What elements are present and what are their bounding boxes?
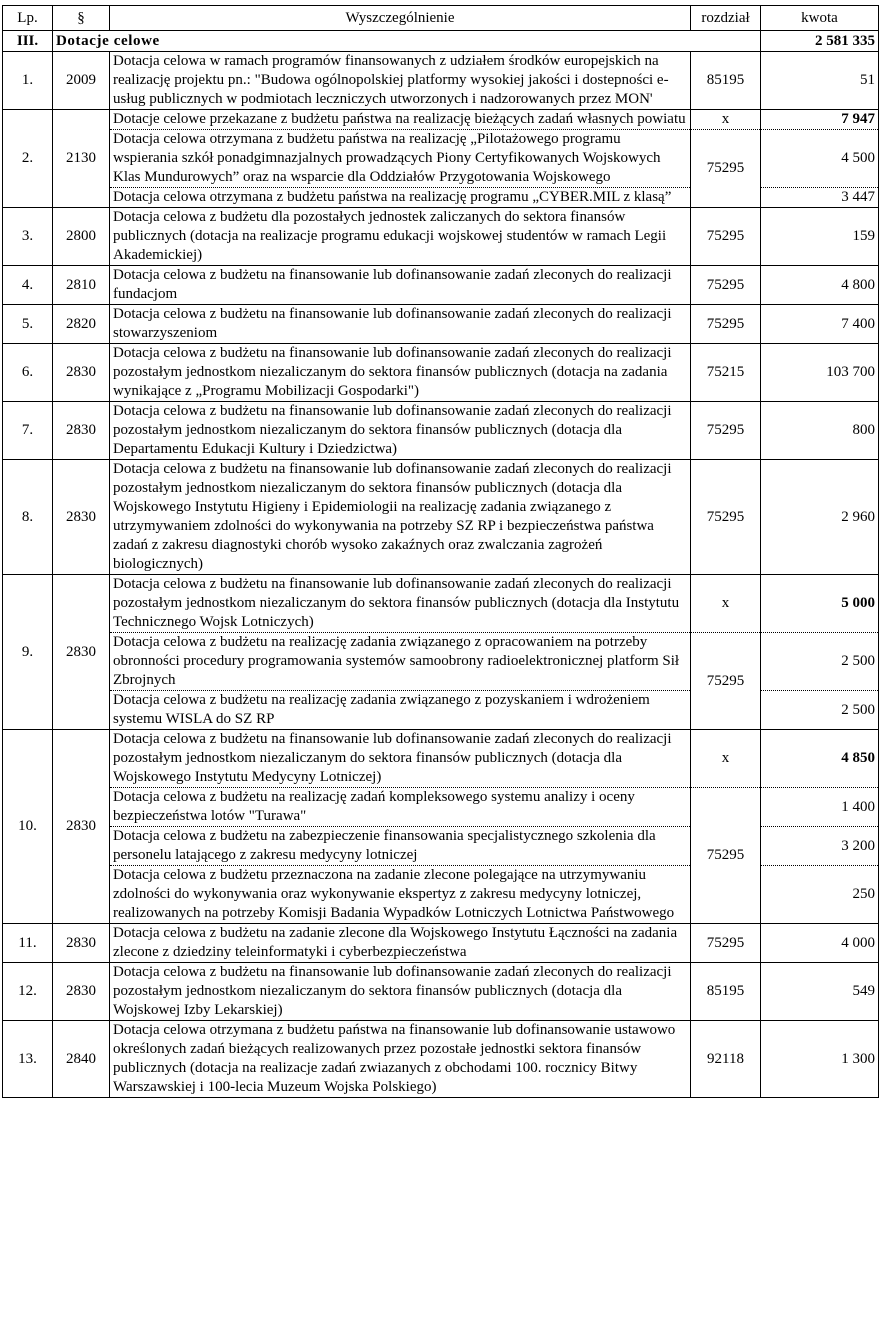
row-description: Dotacja celowa otrzymana z budżetu państwa na finansowanie lub dofinansowanie ustawowo określonych zadań bieżących realizowanych przez pozostałe jednostki sektora finansów publicznych (dotacja na realizacje zadań zwiazanych z obchodami 100. rocznicy Bitwy Warszawskiej i 100-lecia Muzeum Wojska Polskiego) [110,1021,691,1098]
section-title: Dotacje celowe [53,31,761,52]
row-paragraph: 2800 [53,208,110,266]
row-lp: 1. [3,52,53,110]
row-paragraph: 2009 [53,52,110,110]
row-lp: 5. [3,305,53,344]
table-row [3,460,879,575]
row-rozdzial: 75295 [691,208,761,266]
row-rozdzial: 75295 [691,266,761,305]
header-row [3,6,879,31]
row-description: Dotacja celowa z budżetu na zabezpieczenie finansowania specjalistycznego szkolenia dla personelu latającego z zakresu medycyny lotniczej [110,827,691,866]
row-paragraph: 2830 [53,460,110,575]
table-row [3,266,879,305]
row-description: Dotacja celowa z budżetu na finansowanie lub dofinansowanie zadań zleconych do realizacji pozostałym jednostkom niezaliczanym do sektora finansów publicznych (dotacja dla Wojskowego Instytutu Medycyny Lotniczej) [110,730,691,788]
row-description: Dotacja celowa z budżetu dla pozostałych jednostek zaliczanych do sektora finansów publicznych (dotacja na realizacje programu edukacji wojskowej studentów w ramach Legii Akademickiej) [110,208,691,266]
row-lp: 6. [3,344,53,402]
row-description: Dotacja celowa z budżetu na realizację zadania związanego z pozyskaniem i wdrożeniem systemu WISLA do SZ RP [110,691,691,730]
row-kwota: 159 [761,208,879,266]
row-kwota: 4 500 [761,130,879,188]
row-kwota: 3 200 [761,827,879,866]
table-row [3,110,879,130]
row-lp: 2. [3,110,53,208]
row-paragraph: 2820 [53,305,110,344]
row-kwota: 2 500 [761,691,879,730]
table-row [3,402,879,460]
row-description: Dotacja celowa otrzymana z budżetu państwa na realizację „Pilotażowego programu wspierania szkół ponadgimnazjalnych prowadzących Piony Certyfikowanych Wojskowych Klas Mundurowych” oraz na wsparcie dla Oddziałów Przygotowania Wojskowego [110,130,691,188]
row-paragraph: 2830 [53,575,110,730]
row-lp: 4. [3,266,53,305]
table-row [3,924,879,963]
row-paragraph: 2130 [53,110,110,208]
row-description: Dotacja celowa z budżetu na finansowanie lub dofinansowanie zadań zleconych do realizacji pozostałym jednostkom niezaliczanym do sektora finansów publicznych (dotacja dla Departamentu Edukacji Kultury i Dziedzictwa) [110,402,691,460]
row-description: Dotacja celowa z budżetu na finansowanie lub dofinansowanie zadań zleconych do realizacji pozostałym jednostkom niezaliczanym do sektora finansów publicznych (dotacja dla Wojskowego Instytutu Higieny i Epidemiologii na realizację zadania związanego z utrzymywaniem zdolności do wykonywania na potrzeby SZ RP i bezpieczeństwa państwa zadań z zakresu diagnostyki chorób wysoko zakaźnych oraz zwalczania zagrożeń biologicznych) [110,460,691,575]
row-kwota: 1 300 [761,1021,879,1098]
row-rozdzial: 85195 [691,963,761,1021]
row-kwota: 549 [761,963,879,1021]
row-description: Dotacja celowa z budżetu na finansowanie lub dofinansowanie zadań zleconych do realizacji stowarzyszeniom [110,305,691,344]
row-rozdzial: 75295 [691,924,761,963]
row-kwota: 250 [761,866,879,924]
row-description: Dotacja celowa z budżetu na realizację zadań kompleksowego systemu analizy i oceny bezpieczeństwa lotów "Turawa" [110,788,691,827]
section-row [3,31,879,52]
header-rozdzial: rozdział [691,6,761,31]
row-lp: 10. [3,730,53,924]
row-rozdzial: 75215 [691,344,761,402]
table-row [3,575,879,633]
row-description: Dotacja celowa z budżetu na finansowanie lub dofinansowanie zadań zleconych do realizacji pozostałym jednostkom niezaliczanym do sektora finansów publicznych (dotacja na zadania wynikające z „Programu Mobilizacji Gospodarki") [110,344,691,402]
row-kwota: 103 700 [761,344,879,402]
row-kwota: 4 800 [761,266,879,305]
row-kwota: 800 [761,402,879,460]
table-row [3,963,879,1021]
row-rozdzial: x [691,730,761,788]
table-row [3,52,879,110]
table-row [3,130,879,188]
table-row [3,788,879,827]
row-description: Dotacja celowa z budżetu na finansowanie lub dofinansowanie zadań zleconych do realizacji pozostałym jednostkom niezaliczanym do sektora finansów publicznych (dotacja dla Wojskowej Izby Lekarskiej) [110,963,691,1021]
header-kwota: kwota [761,6,879,31]
row-lp: 13. [3,1021,53,1098]
row-paragraph: 2830 [53,963,110,1021]
row-lp: 12. [3,963,53,1021]
table-row [3,1021,879,1098]
table-row [3,208,879,266]
row-rozdzial: 75295 [691,130,761,208]
row-paragraph: 2830 [53,924,110,963]
header-description: Wyszczególnienie [110,6,691,31]
table-row [3,633,879,691]
dotacje-table [2,5,879,1098]
row-kwota: 2 960 [761,460,879,575]
table-row [3,305,879,344]
header-paragraph: § [53,6,110,31]
row-lp: 8. [3,460,53,575]
row-kwota: 7 947 [761,110,879,130]
row-paragraph: 2810 [53,266,110,305]
row-rozdzial: 92118 [691,1021,761,1098]
row-description: Dotacje celowe przekazane z budżetu państwa na realizację bieżących zadań własnych powiatu [110,110,691,130]
row-kwota: 5 000 [761,575,879,633]
table-row [3,730,879,788]
row-kwota: 3 447 [761,188,879,208]
row-lp: 3. [3,208,53,266]
row-rozdzial: 75295 [691,460,761,575]
row-kwota: 1 400 [761,788,879,827]
row-description: Dotacja celowa w ramach programów finansowanych z udziałem środków europejskich na realizację projektu pn.: "Budowa ogólnopolskiej platformy wysokiej jakości i dostepności e-usług publicznych w podmiotach leczniczych utworzonych i nadzorowanych przez MON' [110,52,691,110]
section-lp: III. [3,31,53,52]
table-row [3,344,879,402]
row-kwota: 51 [761,52,879,110]
row-paragraph: 2830 [53,730,110,924]
row-rozdzial: 75295 [691,402,761,460]
row-kwota: 4 850 [761,730,879,788]
row-description: Dotacja celowa z budżetu na finansowanie lub dofinansowanie zadań zleconych do realizacji fundacjom [110,266,691,305]
row-kwota: 7 400 [761,305,879,344]
row-kwota: 4 000 [761,924,879,963]
row-description: Dotacja celowa z budżetu przeznaczona na zadanie zlecone polegające na utrzymywaniu zdolności do wykonywania oraz wykonywanie ekspertyz z zakresu medycyny lotniczej, realizowanych na potrzeby Komisji Badania Wypadków Lotniczych Lotnictwa Państwowego [110,866,691,924]
row-rozdzial: 75295 [691,305,761,344]
row-description: Dotacja celowa z budżetu na realizację zadania związanego z opracowaniem na potrzeby obronności procedury programowania systemów samoobrony radioelektronicznej platform Sił Zbrojnych [110,633,691,691]
row-rozdzial: x [691,575,761,633]
row-lp: 7. [3,402,53,460]
row-kwota: 2 500 [761,633,879,691]
row-lp: 9. [3,575,53,730]
header-lp: Lp. [3,6,53,31]
row-rozdzial: x [691,110,761,130]
row-rozdzial: 75295 [691,788,761,924]
row-paragraph: 2830 [53,344,110,402]
row-rozdzial: 75295 [691,633,761,730]
row-description: Dotacja celowa z budżetu na finansowanie lub dofinansowanie zadań zleconych do realizacji pozostałym jednostkom niezaliczanym do sektora finansów publicznych (dotacja dla Instytutu Technicznego Wojsk Lotniczych) [110,575,691,633]
row-paragraph: 2840 [53,1021,110,1098]
row-rozdzial: 85195 [691,52,761,110]
row-lp: 11. [3,924,53,963]
row-description: Dotacja celowa otrzymana z budżetu państwa na realizację programu „CYBER.MIL z klasą” [110,188,691,208]
row-paragraph: 2830 [53,402,110,460]
section-kwota: 2 581 335 [761,31,879,52]
row-description: Dotacja celowa z budżetu na zadanie zlecone dla Wojskowego Instytutu Łączności na zadania zlecone z dziedziny teleinformatyki i cyberbezpieczeństwa [110,924,691,963]
